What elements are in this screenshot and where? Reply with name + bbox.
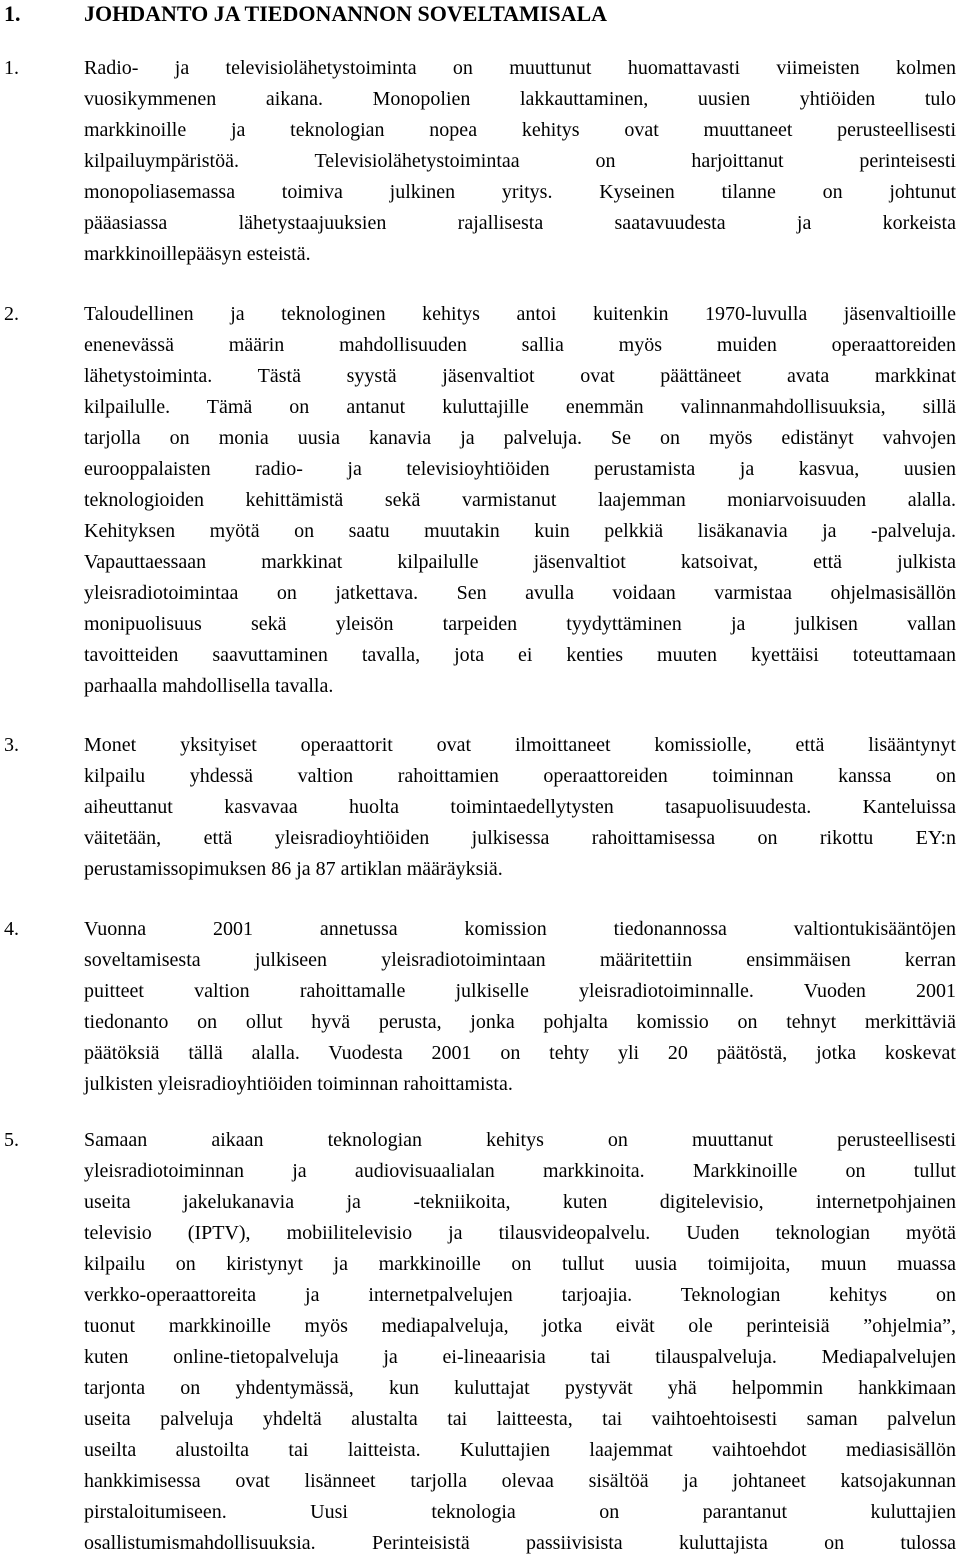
text-line: puitteet valtion rahoittamalle julkiselle yleisradiotoiminnalle. Vuoden 2001 (84, 980, 956, 1002)
paragraph-number: 2. (4, 303, 19, 325)
text-line: tavoitteiden saavuttaminen tavalla, jota ei kenties muuten kyettäisi toteuttamaan (84, 644, 956, 666)
text-line: hankkimisessa ovat lisänneet tarjolla olevaa sisältöä ja johtaneet katsojakunnan (84, 1470, 956, 1492)
text-line: tarjonta on yhdentymässä, kun kuluttajat pystyvät yhä helpommin hankkimaan (84, 1377, 956, 1399)
paragraph-text (84, 53, 956, 270)
text-line: yleisradiotoiminnan ja audiovisuaalialan markkinoita. Markkinoille on tullut (84, 1160, 956, 1182)
text-line: päätöksiä tällä alalla. Vuodesta 2001 on tehty yli 20 päätöstä, jotka koskevat (84, 1042, 956, 1064)
paragraph-number: 1. (4, 57, 19, 79)
text-line: useita palveluja yhdeltä alustalta tai laitteesta, tai vaihtoehtoisesti saman palvelun (84, 1408, 956, 1430)
text-line: parhaalla mahdollisella tavalla. (84, 675, 334, 697)
text-line: kilpailu yhdessä valtion rahoittamien operaattoreiden toiminnan kanssa on (84, 765, 956, 787)
section-heading (4, 0, 607, 28)
text-line: monipuolisuus sekä yleisön tarpeiden tyydyttäminen ja julkisen vallan (84, 613, 956, 635)
text-line: vuosikymmenen aikana. Monopolien lakkauttaminen, uusien yhtiöiden tulo (84, 88, 956, 110)
text-line: televisio (IPTV), mobiilitelevisio ja tilausvideopalvelu. Uuden teknologian myötä (84, 1222, 956, 1244)
text-line: markkinoillepääsyn esteistä. (84, 243, 311, 265)
text-line: tiedonanto on ollut hyvä perusta, jonka pohjalta komissio on tehnyt merkittäviä (84, 1011, 956, 1033)
text-line: teknologioiden kehittämistä sekä varmistanut laajemman moniarvoisuuden alalla. (84, 489, 956, 511)
paragraph-number: 5. (4, 1129, 19, 1151)
text-line: kilpailu on kiristynyt ja markkinoille on tullut uusia toimijoita, muun muassa (84, 1253, 956, 1275)
text-line: perustamissopimuksen 86 ja 87 artiklan määräyksiä. (84, 858, 503, 880)
text-line: Monet yksityiset operaattorit ovat ilmoittaneet komissiolle, että lisääntynyt (84, 734, 956, 756)
paragraph-number: 3. (4, 734, 19, 756)
text-line: lähetystoiminta. Tästä syystä jäsenvaltiot ovat päättäneet avata markkinat (84, 365, 956, 387)
paragraph-text (84, 299, 956, 702)
section-title: JOHDANTO JA TIEDONANNON SOVELTAMISALA (84, 1, 608, 26)
paragraph-text (84, 730, 956, 885)
text-line: väitetään, että yleisradioyhtiöiden julkisessa rahoittamisessa on rikottu EY:n (84, 827, 956, 849)
text-line: julkisten yleisradioyhtiöiden toiminnan rahoittamista. (84, 1073, 513, 1095)
text-line: yleisradiotoimintaa on jatkettava. Sen avulla voidaan varmistaa ohjelmasisällön (84, 582, 956, 604)
text-line: Vapauttaessaan markkinat kilpailulle jäsenvaltiot katsoivat, että julkista (84, 551, 956, 573)
text-line: enenevässä määrin mahdollisuuden sallia myös muiden operaattoreiden (84, 334, 956, 356)
paragraph-text (84, 914, 956, 1100)
text-line: Vuonna 2001 annetussa komission tiedonannossa valtiontukisääntöjen (84, 918, 956, 940)
text-line: Kehityksen myötä on saatu muutakin kuin pelkkiä lisäkanavia ja -palveluja. (84, 520, 956, 542)
text-line: Samaan aikaan teknologian kehitys on muuttanut perusteellisesti (84, 1129, 956, 1151)
text-line: tarjolla on monia uusia kanavia ja palveluja. Se on myös edistänyt vahvojen (84, 427, 956, 449)
paragraph-text (84, 1125, 956, 1559)
text-line: soveltamisesta julkiseen yleisradiotoimintaan määritettiin ensimmäisen kerran (84, 949, 956, 971)
text-line: monopoliasemassa toimiva julkinen yritys. Kyseinen tilanne on johtunut (84, 181, 956, 203)
text-line: kilpailulle. Tämä on antanut kuluttajille enemmän valinnanmahdollisuuksia, sillä (84, 396, 956, 418)
text-line: pääasiassa lähetystaajuuksien rajallisesta saatavuudesta ja korkeista (84, 212, 956, 234)
text-line: pirstaloitumiseen. Uusi teknologia on parantanut kuluttajien (84, 1501, 956, 1523)
text-line: markkinoille ja teknologian nopea kehitys ovat muuttaneet perusteellisesti (84, 119, 956, 141)
text-line: tuonut markkinoille myös mediapalveluja, jotka eivät ole perinteisiä ”ohjelmia”, (84, 1315, 956, 1337)
text-line: aiheuttanut kasvavaa huolta toimintaedellytysten tasapuolisuudesta. Kanteluissa (84, 796, 956, 818)
text-line: verkko-operaattoreita ja internetpalvelujen tarjoajia. Teknologian kehitys on (84, 1284, 956, 1306)
text-line: useilta alustoilta tai laitteista. Kuluttajien laajemmat vaihtoehdot mediasisällön (84, 1439, 956, 1461)
text-line: eurooppalaisten radio- ja televisioyhtiöiden perustamista ja kasvua, uusien (84, 458, 956, 480)
text-line: osallistumismahdollisuuksia. Perinteisistä passiivisista kuluttajista on tulossa (84, 1532, 956, 1554)
text-line: Radio- ja televisiolähetystoiminta on muuttunut huomattavasti viimeisten kolmen (84, 57, 956, 79)
paragraph-number: 4. (4, 918, 19, 940)
text-line: useita jakelukanavia ja -tekniikoita, kuten digitelevisio, internetpohjainen (84, 1191, 956, 1213)
text-line: Taloudellinen ja teknologinen kehitys antoi kuitenkin 1970-luvulla jäsenvaltioille (84, 303, 956, 325)
section-number: 1. (4, 1, 21, 26)
text-line: kuten online-tietopalveluja ja ei-lineaarisia tai tilauspalveluja. Mediapalvelujen (84, 1346, 956, 1368)
text-line: kilpailuympäristöä. Televisiolähetystoimintaa on harjoittanut perinteisesti (84, 150, 956, 172)
